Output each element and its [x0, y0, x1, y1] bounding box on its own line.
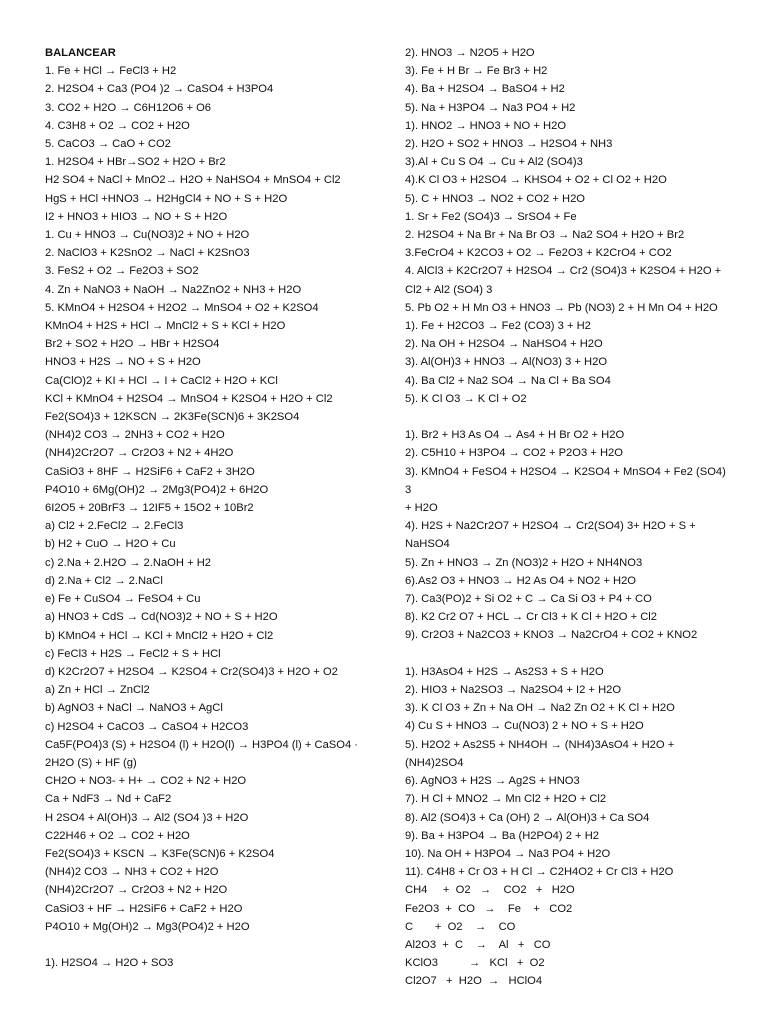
- right-equation-line: Al2O3 + C → Al + CO: [405, 938, 551, 951]
- right-equation-line: 1). Fe + H2CO3 → Fe2 (CO3) 3 + H2: [405, 320, 591, 333]
- left-equation-line: CaSiO3 + 8HF → H2SiF6 + CaF2 + 3H2O: [45, 465, 255, 478]
- left-equation-line: b) H2 + CuO → H2O + Cu: [45, 538, 176, 551]
- left-equation-line: Ca + NdF3 → Nd + CaF2: [45, 793, 172, 806]
- right-equation-line: 5). Na + H3PO4 → Na3 PO4 + H2: [405, 101, 576, 114]
- left-equation-line: 1. Fe + HCl → FeCl3 + H2: [45, 65, 177, 78]
- left-equation-line: e) Fe + CuSO4 → FeSO4 + Cu: [45, 593, 201, 606]
- right-equation-line: 3). K Cl O3 + Zn + Na OH → Na2 Zn O2 + K Cl + H2O: [405, 702, 675, 715]
- left-equation-line: H 2SO4 + Al(OH)3 → Al2 (SO4 )3 + H2O: [45, 811, 249, 824]
- right-equation-line: NaHSO4: [405, 538, 450, 551]
- right-equation-line: 5). C + HNO3 → NO2 + CO2 + H2O: [405, 192, 585, 205]
- left-equation-line: 2. NaClO3 + K2SnO2 → NaCl + K2SnO3: [45, 247, 250, 260]
- right-equation-line: 5). H2O2 + As2S5 + NH4OH → (NH4)3AsO4 + H2O +: [405, 738, 675, 751]
- left-equation-line: C22H46 + O2 → CO2 + H2O: [45, 829, 190, 842]
- left-equation-line: Fe2(SO4)3 + 12KSCN → 2K3Fe(SCN)6 + 3K2SO4: [45, 411, 300, 424]
- left-equation-line: KMnO4 + H2S + HCl → MnCl2 + S + KCl + H2O: [45, 320, 286, 333]
- left-equation-line: P4O10 + 6Mg(OH)2 → 2Mg3(PO4)2 + 6H2O: [45, 483, 269, 496]
- left-equation-line: 4. Zn + NaNO3 + NaOH → Na2ZnO2 + NH3 + H2O: [45, 283, 302, 296]
- right-equation-line: 7). Ca3(PO)2 + Si O2 + C → Ca Si O3 + P4 + CO: [405, 593, 652, 606]
- right-equation-line: 1). H3AsO4 + H2S → As2S3 + S + H2O: [405, 665, 604, 678]
- right-equation-line: 4). Ba + H2SO4 → BaSO4 + H2: [405, 83, 565, 96]
- left-equation-line: 4. C3H8 + O2 → CO2 + H2O: [45, 119, 190, 132]
- right-equation-line: 2). HNO3 → N2O5 + H2O: [405, 47, 535, 59]
- right-equation-line: Cl2 + Al2 (SO4) 3: [405, 283, 493, 296]
- left-equation-line: c) 2.Na + 2.H2O → 2.NaOH + H2: [45, 556, 212, 569]
- right-equation-line: 2). HIO3 + Na2SO3 → Na2SO4 + I2 + H2O: [405, 684, 622, 697]
- right-equation-line: 1). HNO2 → HNO3 + NO + H2O: [405, 119, 567, 132]
- document-heading: BALANCEAR: [45, 47, 116, 59]
- left-equation-line: Fe2(SO4)3 + KSCN → K3Fe(SCN)6 + K2SO4: [45, 847, 275, 860]
- right-equation-line: 2). C5H10 + H3PO4 → CO2 + P2O3 + H2O: [405, 447, 623, 460]
- right-equation-line: 2). H2O + SO2 + HNO3 → H2SO4 + NH3: [405, 138, 613, 151]
- left-equation-line: d) 2.Na + Cl2 → 2.NaCl: [45, 574, 163, 587]
- right-equation-line: [405, 408, 735, 426]
- right-equation-line: 2). Na OH + H2SO4 → NaHSO4 + H2O: [405, 338, 603, 351]
- right-equation-line: 8). K2 Cr2 O7 + HCL → Cr Cl3 + K Cl + H2O + Cl2: [405, 611, 658, 624]
- left-column: [45, 44, 375, 972]
- right-equation-line: 1. Sr + Fe2 (SO4)3 → SrSO4 + Fe: [405, 210, 577, 223]
- left-equation-line: d) K2Cr2O7 + H2SO4 → K2SO4 + Cr2(SO4)3 + H2O + O2: [45, 665, 338, 678]
- right-equation-line: Fe2O3 + CO → Fe + CO2: [405, 902, 573, 915]
- left-equation-line: (NH4)2 CO3 → NH3 + CO2 + H2O: [45, 866, 219, 879]
- left-equation-line: b) AgNO3 + NaCl → NaNO3 + AgCl: [45, 702, 223, 715]
- left-equation-line: 3. FeS2 + O2 → Fe2O3 + SO2: [45, 265, 199, 278]
- right-equation-line: C + O2 → CO: [405, 920, 516, 933]
- right-equation-line: 4. AlCl3 + K2Cr2O7 + H2SO4 → Cr2 (SO4)3 + K2SO4 + H2O +: [405, 265, 722, 278]
- right-equation-line: 2. H2SO4 + Na Br + Na Br O3 → Na2 SO4 + H2O + Br2: [405, 229, 685, 242]
- right-equation-line: 3.FeCrO4 + K2CO3 + O2 → Fe2O3 + K2CrO4 + CO2: [405, 247, 672, 260]
- right-equation-line: 6).As2 O3 + HNO3 → H2 As O4 + NO2 + H2O: [405, 574, 636, 587]
- left-equation-line: c) FeCl3 + H2S → FeCl2 + S + HCl: [45, 647, 221, 660]
- right-column: [405, 44, 735, 991]
- right-equation-line: CH4 + O2 → CO2 + H2O: [405, 884, 575, 897]
- right-equation-line: 9). Ba + H3PO4 → Ba (H2PO4) 2 + H2: [405, 829, 600, 842]
- left-equation-line: 1. H2SO4 + HBr→SO2 + H2O + Br2: [45, 156, 226, 169]
- right-equation-line: Cl2O7 + H2O → HClO4: [405, 975, 543, 988]
- left-equation-line: 6I2O5 + 20BrF3 → 12IF5 + 15O2 + 10Br2: [45, 502, 254, 515]
- right-equation-line: 11). C4H8 + Cr O3 + H Cl → C2H4O2 + Cr Cl3 + H2O: [405, 866, 674, 879]
- left-equation-line: 5. KMnO4 + H2SO4 + H2O2 → MnSO4 + O2 + K2SO4: [45, 301, 319, 314]
- right-equation-line: 3). Al(OH)3 + HNO3 → Al(NO3) 3 + H2O: [405, 356, 608, 369]
- left-equation-line: 5. CaCO3 → CaO + CO2: [45, 138, 171, 151]
- left-equation-line: 2. H2SO4 + Ca3 (PO4 )2 → CaSO4 + H3PO4: [45, 83, 274, 96]
- right-equation-line: 3). Fe + H Br → Fe Br3 + H2: [405, 65, 548, 78]
- left-equation-line: c) H2SO4 + CaCO3 → CaSO4 + H2CO3: [45, 720, 249, 733]
- left-equation-line: (NH4)2Cr2O7 → Cr2O3 + N2 + H2O: [45, 884, 228, 897]
- left-equation-line: b) KMnO4 + HCl → KCl + MnCl2 + H2O + Cl2: [45, 629, 274, 642]
- left-equation-line: 1. Cu + HNO3 → Cu(NO3)2 + NO + H2O: [45, 229, 250, 242]
- left-equation-line: 1). H2SO4 → H2O + SO3: [45, 957, 174, 970]
- right-equation-line: 7). H Cl + MNO2 → Mn Cl2 + H2O + Cl2: [405, 793, 607, 806]
- right-equation-line: + H2O: [405, 502, 438, 515]
- left-equation-line: Br2 + SO2 + H2O → HBr + H2SO4: [45, 338, 220, 351]
- right-equation-line: 3).Al + Cu S O4 → Cu + Al2 (SO4)3: [405, 156, 583, 169]
- left-equation-line: (NH4)2 CO3 → 2NH3 + CO2 + H2O: [45, 429, 225, 442]
- left-equation-line: Ca5F(PO4)3 (S) + H2SO4 (l) + H2O(l) → H3PO4 (l) + CaSO4 ·: [45, 738, 359, 751]
- left-equation-line: [45, 936, 375, 954]
- right-equation-line: 1). Br2 + H3 As O4 → As4 + H Br O2 + H2O: [405, 429, 625, 442]
- left-equation-line: P4O10 + Mg(OH)2 → Mg3(PO4)2 + H2O: [45, 920, 250, 933]
- left-equation-line: H2 SO4 + NaCl + MnO2→ H2O + NaHSO4 + MnSO4 + Cl2: [45, 174, 341, 187]
- left-equation-line: Ca(ClO)2 + KI + HCl → I + CaCl2 + H2O + KCl: [45, 374, 278, 387]
- left-equation-line: a) Zn + HCl → ZnCl2: [45, 684, 150, 697]
- left-equation-line: a) Cl2 + 2.FeCl2 → 2.FeCl3: [45, 520, 184, 533]
- left-equation-line: HgS + HCl +HNO3 → H2HgCl4 + NO + S + H2O: [45, 192, 288, 205]
- right-equation-line: 8). Al2 (SO4)3 + Ca (OH) 2 → Al(OH)3 + Ca SO4: [405, 811, 650, 824]
- right-equation-line: 4).K Cl O3 + H2SO4 → KHSO4 + O2 + Cl O2 + H2O: [405, 174, 667, 187]
- right-equation-line: [405, 645, 735, 663]
- left-equation-line: CH2O + NO3- + H+ → CO2 + N2 + H2O: [45, 775, 247, 788]
- right-equation-line: 5. Pb O2 + H Mn O3 + HNO3 → Pb (NO3) 2 + H Mn O4 + H2O: [405, 301, 718, 314]
- right-equation-line: 6). AgNO3 + H2S → Ag2S + HNO3: [405, 775, 580, 788]
- left-equation-line: 3. CO2 + H2O → C6H12O6 + O6: [45, 101, 212, 114]
- right-equation-line: 4) Cu S + HNO3 → Cu(NO3) 2 + NO + S + H2O: [405, 720, 644, 733]
- left-equation-line: CaSiO3 + HF → H2SiF6 + CaF2 + H2O: [45, 902, 243, 915]
- right-equation-line: 5). K Cl O3 → K Cl + O2: [405, 392, 527, 405]
- left-equation-line: (NH4)2Cr2O7 → Cr2O3 + N2 + 4H2O: [45, 447, 234, 460]
- right-equation-line: 9). Cr2O3 + Na2CO3 + KNO3 → Na2CrO4 + CO2 + KNO2: [405, 629, 698, 642]
- right-equation-line: (NH4)2SO4: [405, 756, 464, 769]
- right-equation-line: 4). H2S + Na2Cr2O7 + H2SO4 → Cr2(SO4) 3+ H2O + S +: [405, 520, 696, 533]
- left-equation-line: I2 + HNO3 + HIO3 → NO + S + H2O: [45, 210, 228, 223]
- left-equation-line: 2H2O (S) + HF (g): [45, 756, 137, 769]
- right-equation-line: 3). KMnO4 + FeSO4 + H2SO4 → K2SO4 + MnSO4 + Fe2 (SO4) 3: [405, 465, 729, 496]
- left-equation-line: KCl + KMnO4 + H2SO4 → MnSO4 + K2SO4 + H2O + Cl2: [45, 392, 333, 405]
- right-equation-line: 4). Ba Cl2 + Na2 SO4 → Na Cl + Ba SO4: [405, 374, 611, 387]
- left-equation-line: a) HNO3 + CdS → Cd(NO3)2 + NO + S + H2O: [45, 611, 278, 624]
- right-equation-line: 5). Zn + HNO3 → Zn (NO3)2 + H2O + NH4NO3: [405, 556, 643, 569]
- right-equation-line: 10). Na OH + H3PO4 → Na3 PO4 + H2O: [405, 847, 611, 860]
- right-equation-line: KClO3 → KCl + O2: [405, 957, 545, 970]
- left-equation-line: HNO3 + H2S → NO + S + H2O: [45, 356, 201, 369]
